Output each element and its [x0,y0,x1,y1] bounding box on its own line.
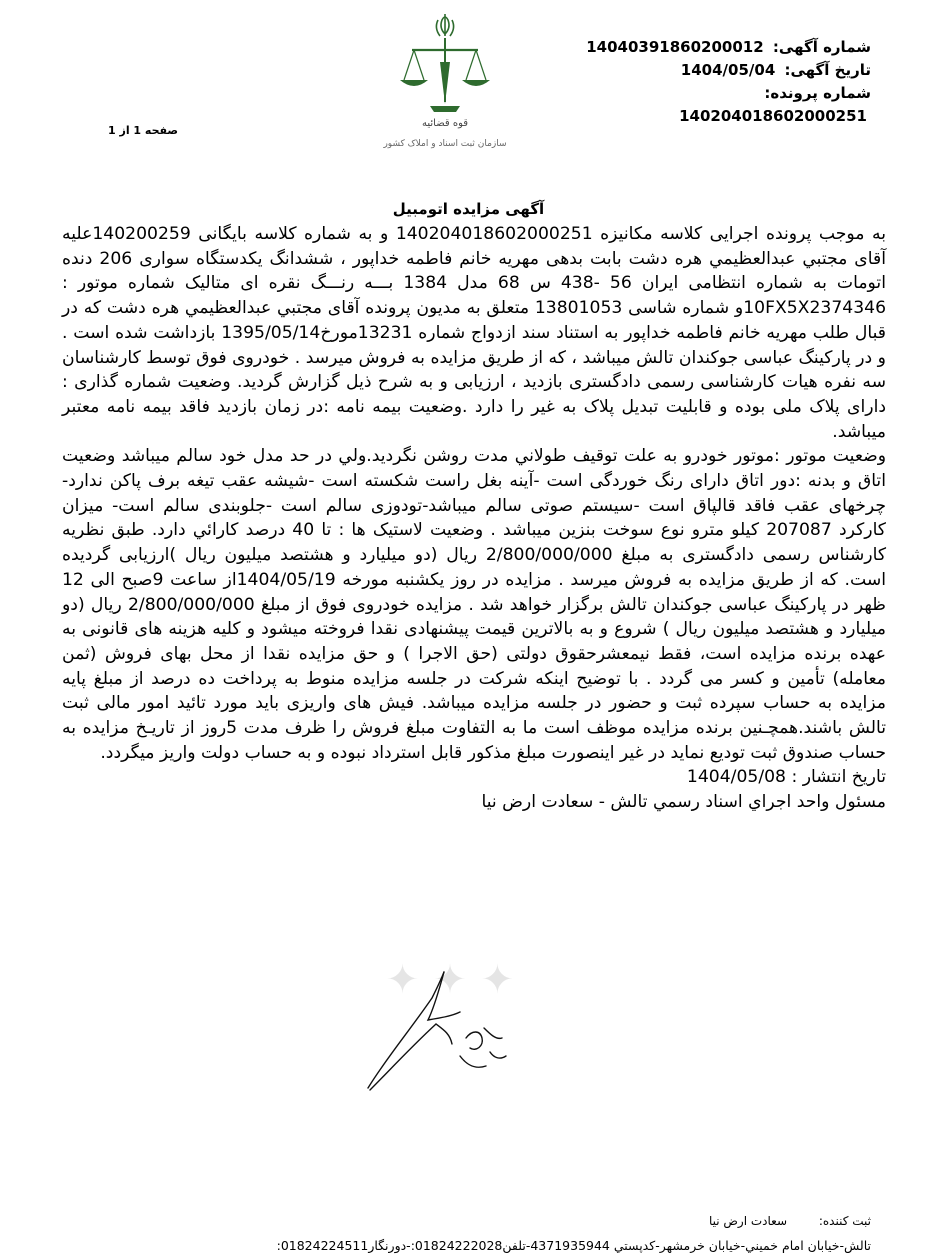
file-number: 140204018602000251 [679,107,867,125]
page-indicator: صفحه 1 از 1 [108,124,179,137]
responsible-officer: مسئول واحد اجراي اسناد رسمي تالش - سعادت ارض نیا [481,792,886,813]
notice-date-label: تاریخ آگهی: [784,61,871,79]
notice-date: 1404/05/04 [680,61,776,79]
publish-date: 1404/05/08 [686,767,786,788]
body-paragraph-2: وضعیت موتور :موتور خودرو به علت توقيف طولاني مدت روشن نگرديد.ولي در حد مدل خود سالم ميباشد وضعیت اتاق و بدنه :دور اتاق دارای رنگ خوردگی است -آینه بغل راست شکسته است -شیشه عقب تیغه برف پاکن ندارد-چرخهای عقب فاقد قالپاق است -سیستم صوتی سالم میباشد-تودوزی سالم است -جلوبندی سالم است- میزان کارکرد 207087 کیلو مترو نوع سوخت بنزین میباشد . وضعیت لاستیک ها : تا 40 درصد کارائي دارد. طبق نظریه کارشناس رسمی دادگستری به مبلغ 2/800/000/000 ریال (دو میلیارد و هشتصد میلیون ریال )ارزیابی گردیده است. که از طریق مزایده به فروش میرسد . مزایده در روز یکشنبه مورخه 1404/05/19از ساعت 9صبح الی 12 ظهر در پارکینگ عباسی جوکندان تالش برگزار خواهد شد . مزایده خودروی فوق از مبلغ 2/800/000/000 ریال (دو میلیارد و هشتصد میلیون ریال ) شروع و به بالاترین قیمت پیشنهادی نقدا فروخته میشود و کلیه هزینه های قانونی به عهده برنده مزایده است، فقط نیمعشرحقوق دولتی (حق الاجرا ) و حق مزایده نقدا از محل بهای فروش (ثمن معامله) تأمین و کسر می گردد . با توضیح اینکه شرکت در جلسه مزایده منوط به پرداخت ده درصد از مبلغ پایه مزایده به حساب سپرده ثبت و حضور در جلسه مزایده میباشد. فیش های واریزی باید مورد تائید امور مالی ثبت تالش باشند.همچـنین برنده مزایده موظف است ما به التفاوت مبلغ فروش را ظرف مدت 5روز از تاریـخ مزایده به حساب صندوق ثبت تودیع نماید در غیر اینصورت مبلغ مذکور قابل استرداد نبوده و به حساب دولت واریز میگردد. [62,446,887,763]
signature-icon [340,960,530,1100]
page-title: آگهی مزایده اتومبیل [392,200,545,218]
file-number-label: شماره پرونده: [764,84,871,102]
office-address: تالش-خيابان امام خميني-خيابان خرمشهر-کدپستي 4371935944-تلفن01824222028:-دورنگار01824224511: [276,1238,871,1253]
file-number-row [571,82,871,128]
judiciary-emblem-icon [370,6,540,156]
notice-body [62,222,886,815]
publish-date-label: تاریخ انتشار : [791,767,886,788]
watermark: ✦ ✦ ✦ [385,957,515,1003]
registrar-line [709,1214,871,1228]
notice-number-row [571,36,871,59]
publish-date-line [62,765,886,790]
notice-date-row [571,59,871,82]
notice-number-label: شماره آگهی: [772,38,871,56]
notice-meta [571,36,871,128]
notice-number: 14040391860200012 [586,38,764,56]
emblem-line2: سازمان ثبت اسناد و املاک کشور [383,139,507,149]
emblem-line1: قوه قضائیه [421,118,469,129]
registrar-label: ثبت کننده: [818,1214,871,1228]
body-paragraph-1: به موجب پرونده اجرایی کلاسه مکانیزه 140204018602000251 و به شماره کلاسه بایگانی 140200259علیه آقای مجتبي عبدالعظيمي هره دشت بابت بدهی مهریه خانم فاطمه خداپور ، ششدانگ یکدستگاه سواری 206 دنده اتومات به شماره انتظامی ایران 56 -438 س 68 مدل 1384 بـــه رنـــگ نقره ای متالیک شماره موتور : 10FX5X2374346و شماره شاسی 13801053 متعلق به مدیون پرونده آقای مجتبي عبدالعظيمي هره دشت که در قبال طلب مهریه خانم فاطمه خداپور به استناد سند ازدواج شماره 13231مورخ1395/05/14 بازداشت شده است . و در پارکینگ عباسی جوکندان تالش میباشد ، که از طریق مزایده به فروش میرسد . خودروی فوق توسط کارشناسان سه نفره هیات کارشناسی رسمی دادگستری بازدید ، ارزیابی و به شرح ذیل گزارش گردید. وضعیت شماره گذاری : دارای پلاک ملی بوده و قابلیت تبدیل پلاک به غیر را دارد .وضعیت بیمه نامه :در زمان بازدید فاقد بیمه نامه معتبر میباشد. [62,224,887,442]
registrar-name: سعادت ارض نیا [708,1214,788,1228]
